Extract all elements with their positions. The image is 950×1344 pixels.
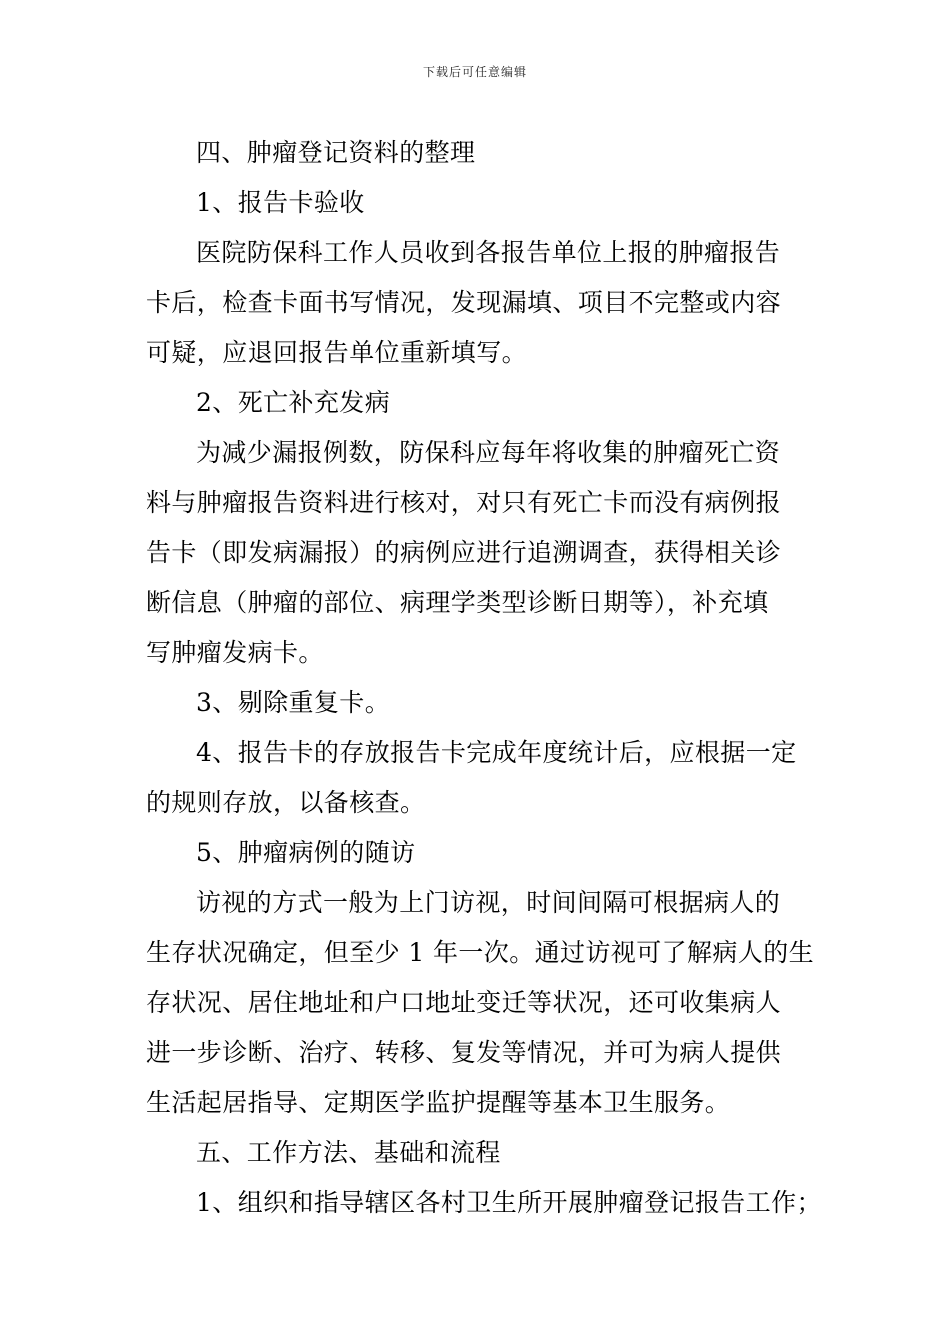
text-line: 生存状况确定，但至少 1 年一次。通过访视可了解病人的生: [146, 938, 815, 967]
section-heading-5: 五、工作方法、基础和流程: [196, 1138, 501, 1167]
text-line: 断信息（肿瘤的部位、病理学类型诊断日期等），补充填: [146, 588, 769, 617]
text-line: 存状况、居住地址和户口地址变迁等状况，还可收集病人: [146, 988, 782, 1017]
subheading-report-card-check: 1、报告卡验收: [196, 188, 365, 217]
subheading-death-supplement: 2、死亡补充发病: [196, 388, 391, 417]
text-line: 访视的方式一般为上门访视，时间间隔可根据病人的: [196, 888, 781, 917]
subheading-remove-duplicates: 3、剔除重复卡。: [196, 688, 391, 717]
document-body: [146, 128, 826, 1228]
subheading-follow-up: 5、肿瘤病例的随访: [196, 838, 416, 867]
subheading-card-storage: 4、报告卡的存放报告卡完成年度统计后，应根据一定: [196, 738, 797, 767]
section-heading-4: 四、肿瘤登记资料的整理: [196, 138, 476, 167]
page-header-note: 下载后可任意编辑: [422, 65, 527, 79]
text-line: 可疑，应退回报告单位重新填写。: [146, 338, 528, 367]
text-line: 生活起居指导、定期医学监护提醒等基本卫生服务。: [146, 1088, 731, 1117]
text-line: 1、组织和指导辖区各村卫生所开展肿瘤登记报告工作；: [196, 1188, 822, 1217]
text-line: 为减少漏报例数，防保科应每年将收集的肿瘤死亡资: [196, 438, 781, 467]
text-line: 写肿瘤发病卡。: [146, 638, 324, 667]
text-line: 料与肿瘤报告资料进行核对，对只有死亡卡而没有病例报: [146, 488, 782, 517]
text-line: 的规则存放，以备核查。: [146, 788, 426, 817]
text-line: 进一步诊断、治疗、转移、复发等情况，并可为病人提供: [146, 1038, 782, 1067]
text-line: 告卡（即发病漏报）的病例应进行追溯调查，获得相关诊: [146, 538, 782, 567]
text-line: 医院防保科工作人员收到各报告单位上报的肿瘤报告: [196, 238, 781, 267]
text-line: 卡后，检查卡面书写情况，发现漏填、项目不完整或内容: [146, 288, 782, 317]
